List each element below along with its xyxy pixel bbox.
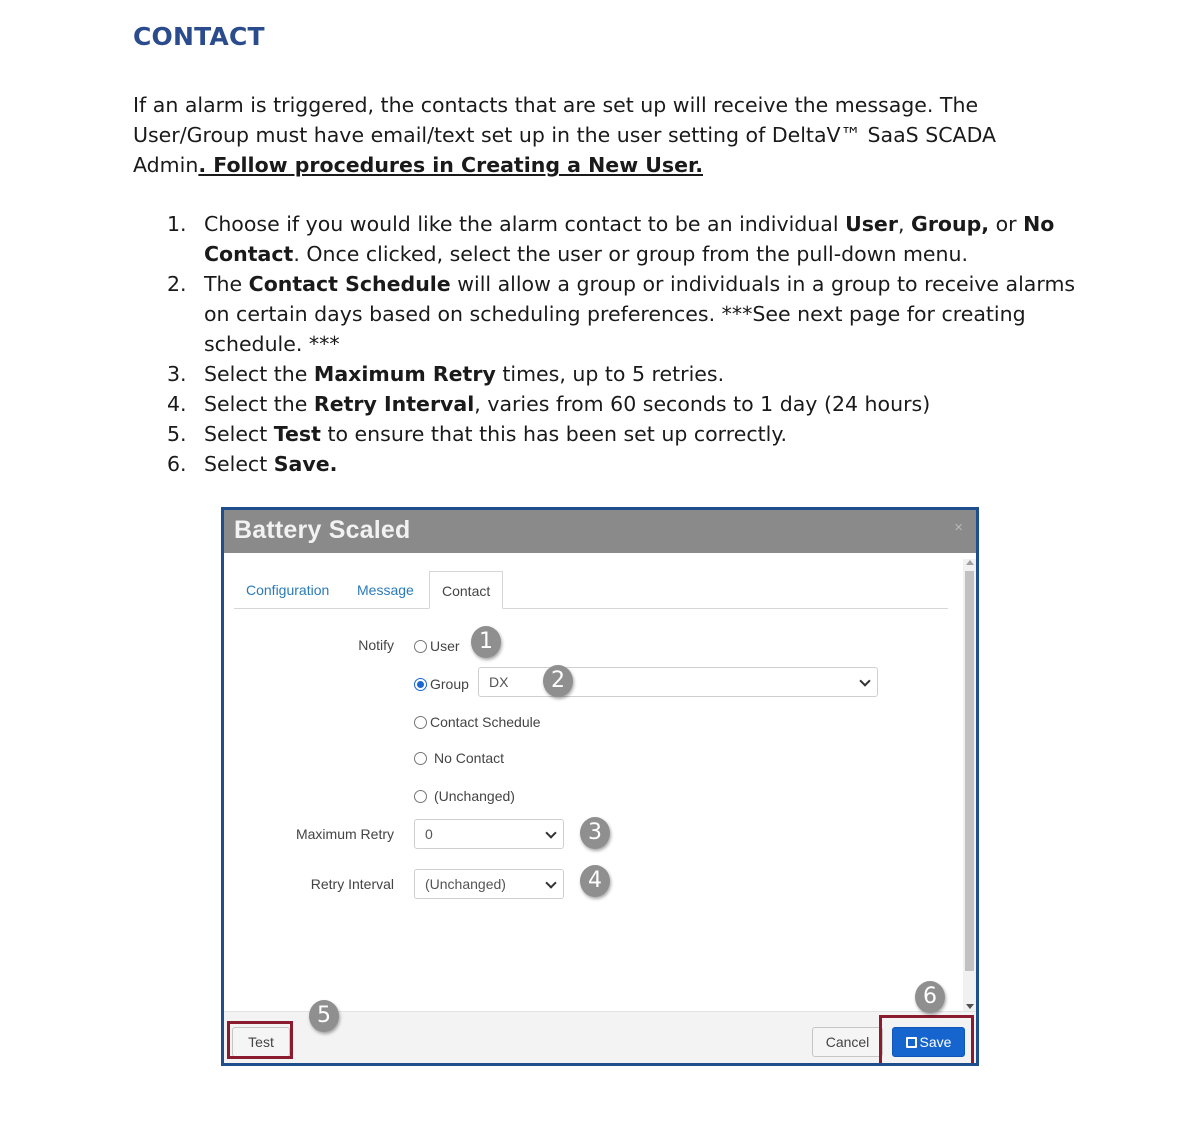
radio-group-label: Group	[430, 676, 469, 692]
cancel-button[interactable]: Cancel	[812, 1027, 883, 1057]
intro-line: If an alarm is triggered, the contacts that are set up will receive the message. The	[133, 93, 979, 117]
creating-user-link[interactable]: . Follow procedures in Creating a New User.	[198, 153, 703, 177]
radio-contact-schedule[interactable]	[414, 714, 541, 730]
radio-contact-schedule-button[interactable]	[414, 716, 427, 729]
radio-group[interactable]	[414, 676, 469, 692]
step-item: 3. Select the Maximum Retry times, up to 5 retries.	[167, 359, 1077, 389]
group-select-value: DX	[489, 674, 509, 690]
radio-user[interactable]	[414, 638, 460, 654]
scroll-thumb[interactable]	[965, 571, 974, 971]
intro-line: User/Group must have email/text set up in the user setting of DeltaV™ SaaS SCADA	[133, 123, 997, 147]
close-icon[interactable]: ×	[954, 519, 963, 536]
test-highlight	[227, 1021, 293, 1059]
step-item: 1. Choose if you would like the alarm contact to be an individual User, Group, or No Contact. Once clicked, select the user or group from the pull-down menu.	[167, 209, 1077, 269]
step-number: 6.	[167, 452, 187, 476]
intro-line	[133, 150, 1033, 180]
intro-paragraph	[133, 90, 1033, 180]
radio-no-contact[interactable]	[414, 750, 504, 766]
callout-badge: 6	[915, 981, 945, 1013]
radio-contact-schedule-label: Contact Schedule	[430, 714, 541, 730]
max-retry-select[interactable]	[414, 819, 564, 849]
steps-list	[167, 209, 1077, 479]
tab-contact[interactable]: Contact	[429, 571, 503, 609]
section-heading: CONTACT	[133, 22, 265, 51]
tab-configuration[interactable]: Configuration	[246, 582, 330, 598]
step-number: 2.	[167, 272, 187, 296]
callout-badge: 3	[580, 817, 610, 849]
chevron-down-icon	[545, 827, 556, 838]
callout-badge: 1	[471, 626, 501, 658]
save-highlight	[879, 1015, 974, 1066]
step-number: 1.	[167, 212, 187, 236]
scroll-down-icon[interactable]	[966, 1004, 974, 1009]
save-button-label: Save	[919, 1034, 952, 1050]
radio-unchanged[interactable]	[414, 788, 515, 804]
retry-interval-label: Retry Interval	[310, 876, 394, 892]
step-number: 3.	[167, 362, 187, 386]
group-select[interactable]	[478, 667, 878, 697]
max-retry-value: 0	[425, 826, 433, 842]
step-item: 5. Select Test to ensure that this has been set up correctly.	[167, 419, 1077, 449]
chevron-down-icon	[545, 877, 556, 888]
callout-badge: 5	[309, 1000, 339, 1032]
radio-unchanged-button[interactable]	[414, 790, 427, 803]
dialog-screenshot	[221, 507, 979, 1066]
step-item: 2. The Contact Schedule will allow a group or individuals in a group to receive alarms on certain days based on scheduling preferences. ***See next page for creating schedule. ***	[167, 269, 1077, 359]
tab-message[interactable]: Message	[357, 582, 414, 598]
retry-interval-value: (Unchanged)	[425, 876, 506, 892]
step-item: 6. Select Save.	[167, 449, 1077, 479]
radio-user-button[interactable]	[414, 640, 427, 653]
tab-bar	[234, 571, 948, 609]
notify-label: Notify	[358, 637, 394, 653]
callout-badge: 4	[580, 865, 610, 897]
max-retry-label: Maximum Retry	[295, 826, 394, 842]
test-button[interactable]: Test	[232, 1027, 290, 1057]
dialog-titlebar	[224, 510, 976, 553]
scroll-up-icon[interactable]	[966, 560, 974, 565]
radio-no-contact-button[interactable]	[414, 752, 427, 765]
radio-group-button[interactable]	[414, 678, 427, 691]
radio-unchanged-label: (Unchanged)	[434, 788, 515, 804]
scrollbar[interactable]	[963, 559, 976, 1011]
radio-user-label: User	[430, 638, 460, 654]
chevron-down-icon	[859, 675, 870, 686]
dialog-title: Battery Scaled	[234, 516, 411, 544]
radio-no-contact-label: No Contact	[434, 750, 505, 766]
step-item: 4. Select the Retry Interval, varies from 60 seconds to 1 day (24 hours)	[167, 389, 1077, 419]
retry-interval-select[interactable]	[414, 869, 564, 899]
intro-text: Admin	[133, 153, 199, 177]
callout-badge: 2	[543, 665, 573, 697]
step-number: 5.	[167, 422, 187, 446]
step-number: 4.	[167, 392, 187, 416]
